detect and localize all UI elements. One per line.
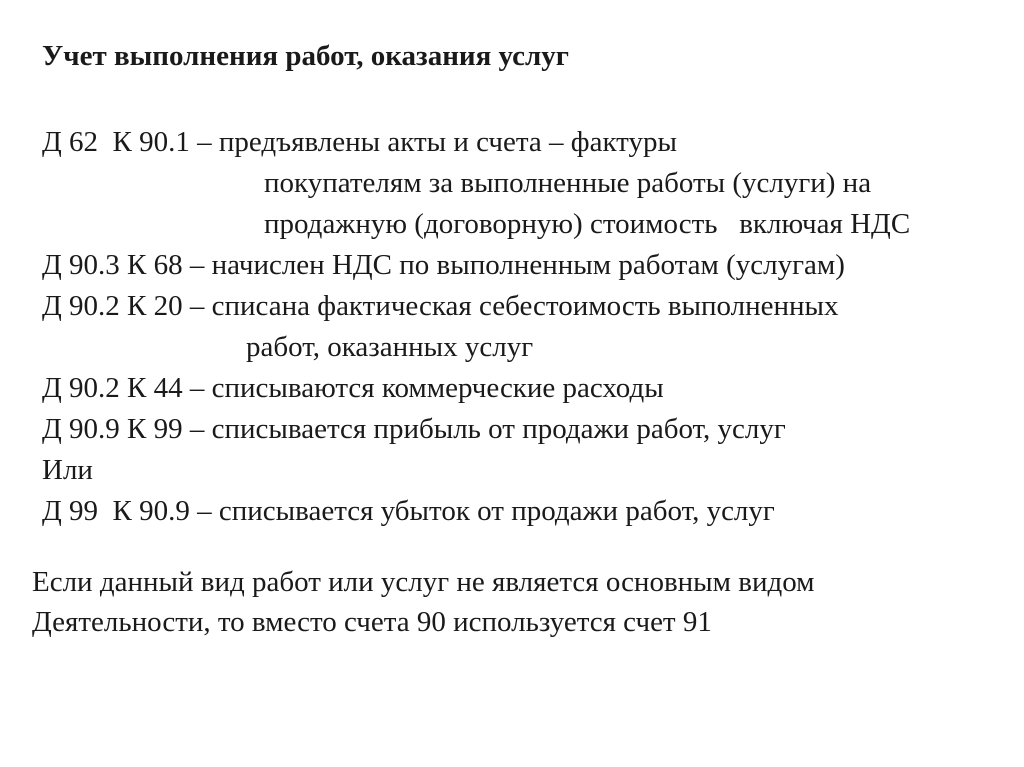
entry-line: Д 90.9 К 99 – списывается прибыль от продажи работ, услуг — [42, 413, 786, 445]
entry-continuation-line: работ, оказанных услуг — [246, 331, 534, 363]
alternative-label: Или — [42, 454, 93, 486]
entries-block — [42, 122, 910, 532]
entry-line: Д 99 К 90.9 – списывается убыток от продажи работ, услуг — [42, 495, 775, 527]
note-line: Если данный вид работ или услуг не является основным видом — [32, 566, 815, 598]
entry-line: Д 62 К 90.1 – предъявлены акты и счета – фактуры — [42, 126, 677, 158]
note-line: Деятельности, то вместо счета 90 используется счет 91 — [32, 606, 712, 638]
entry-continuation-line: продажную (договорную) стоимость включая НДС — [264, 208, 911, 240]
note-block — [32, 562, 815, 642]
slide-title: Учет выполнения работ, оказания услуг — [42, 40, 569, 72]
entry-line: Д 90.3 К 68 – начислен НДС по выполненным работам (услугам) — [42, 249, 845, 281]
entry-continuation-line: покупателям за выполненные работы (услуги) на — [264, 167, 872, 199]
entry-line: Д 90.2 К 20 – списана фактическая себестоимость выполненных — [42, 290, 839, 322]
entry-line: Д 90.2 К 44 – списываются коммерческие расходы — [42, 372, 664, 404]
